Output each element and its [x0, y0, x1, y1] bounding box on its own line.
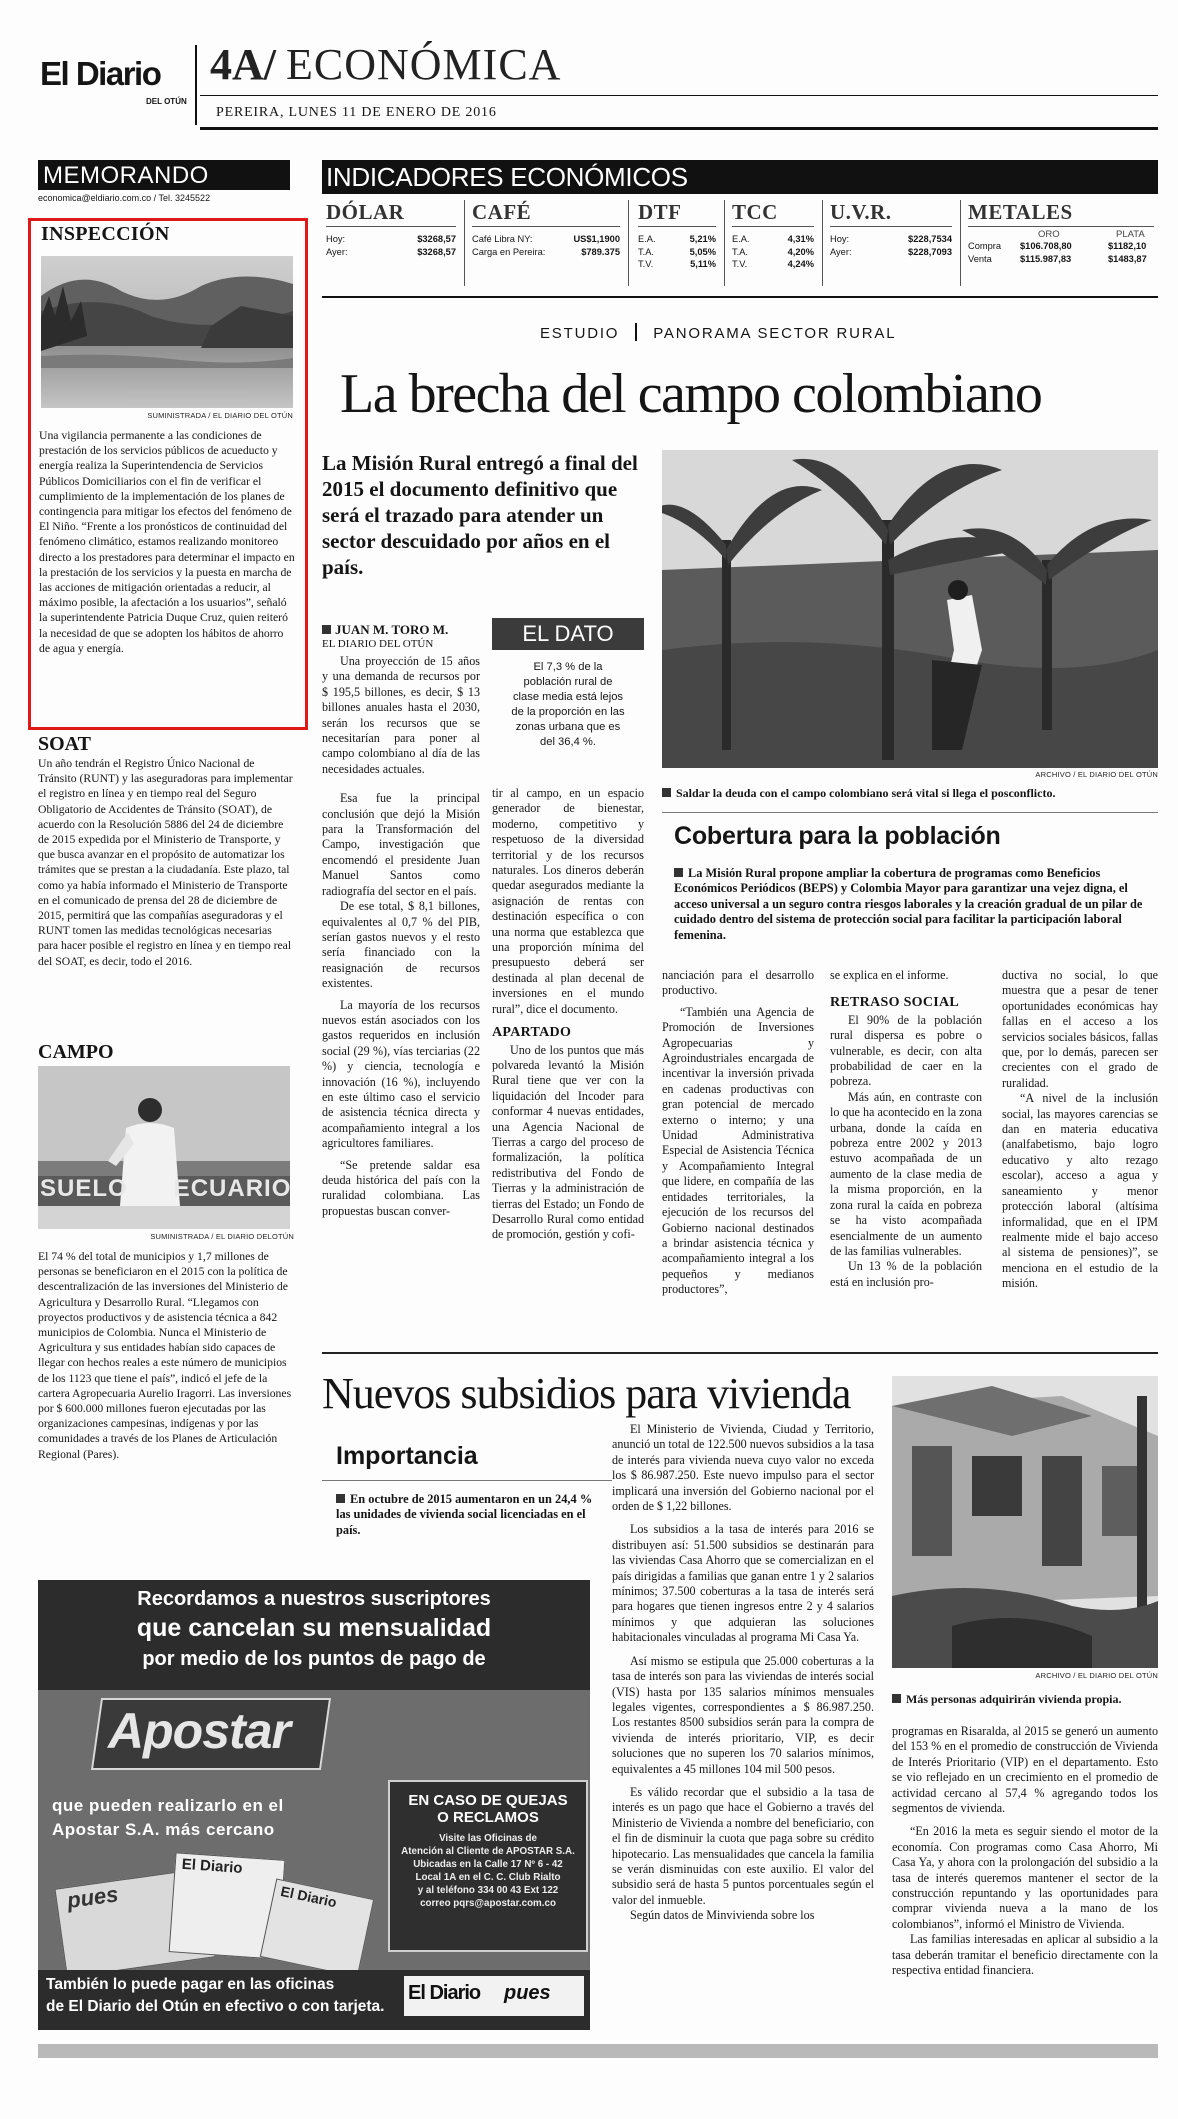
- ind-label: T.V.: [732, 259, 748, 269]
- ind-label: T.A.: [732, 246, 749, 257]
- cutline-square: [662, 788, 671, 797]
- paragraph: nanciación para el desarrollo productivo.: [662, 968, 814, 998]
- campo-photo-banner: SUELO ECUARIO: [40, 1175, 292, 1202]
- memorando-title: MEMORANDO: [43, 162, 209, 189]
- byline-outlet: EL DIARIO DEL OTÚN: [322, 638, 434, 650]
- main-photo-cutline: [662, 786, 1158, 801]
- paragraph: Uno de los puntos que más polvareda levantó la Misión Rural tiene que ver con la liquidación del Incoder para conformar 4 nuevas entidades, una Agencia Nacional de Tierras a cargo del proceso de formalización, la política redistributiva del Fondo de Tierras y la administración de tierras del Estado; un Fondo de Desarrollo Rural como entidad de promoción, gestión y cofi-: [492, 1042, 644, 1242]
- ind-value: $3268,57: [417, 246, 456, 257]
- cobertura-divider: [662, 812, 1158, 813]
- quejas-title2: O RECLAMOS: [437, 1809, 539, 1826]
- newspapers-illustration: [52, 1848, 382, 1974]
- paragraph: Un 13 % de la población está en inclusión pro-: [830, 1259, 982, 1289]
- main-deck: La Misión Rural entregó a final del 2015 el documento definitivo que será el trazado para atender un sector descuidado por años en el país.: [322, 451, 638, 579]
- ind-row: [638, 246, 716, 259]
- ind-label: Compra: [968, 241, 1002, 251]
- paragraph: El 90% de la población rural dispersa es pobre o vulnerable, es decir, con alta probabilidad de caer en la pobreza.: [830, 1012, 982, 1089]
- el-dato-text: El 7,3 % de la población rural de clase media está lejos de la proporción en las zonas urbana que es del 36,4 %.: [511, 661, 625, 748]
- ind-uvr-title: U.V.R.: [830, 200, 952, 227]
- campo-text: El 74 % del total de municipios y 1,7 millones de personas se beneficiaron en el 2015 con la política de descentralización de las inversiones del Ministerio de Agricultura y Desarrollo Rural. “Llegamos con proyectos productivos y de asistencia técnica a 842 municipios de Colombia. Nunca el Ministerio de Agricultura y sus entidades habían sido capaces de llegar con hechos reales a este número de municipios de los 1123 que tiene el país”, indicó el jefe de la cartera Agropecuaria Aurelio Iragorri. Las inversiones por $ 600.000 millones fueron ejecutadas por las organizaciones campesinas, indígenas y por las comunidades a través de los Planes de Articulación Regional (Pares).: [38, 1250, 292, 1461]
- ind-dtf: [638, 200, 716, 271]
- ind-divider: [628, 200, 629, 286]
- ind-row: [830, 246, 952, 259]
- main-col3: [662, 968, 814, 1298]
- indicadores: [322, 160, 1158, 300]
- ind-row: [638, 233, 716, 246]
- main-col1: [322, 654, 480, 1219]
- ind-cafe: [472, 200, 620, 258]
- ind-value: $1182,10: [1108, 241, 1147, 251]
- ind-row: [472, 246, 620, 259]
- soat-section: [38, 733, 294, 969]
- paragraph: “En 2016 la meta es seguir siendo el motor de la economía. Con programas como Casa Ahorro, Mi Casa Ya, y ahora con la prolongación del subsidio a la tasa de interés queremos mantener el sector de la construcción repuntando y las oportunidades para comprar vivienda nueva a la mano de los colombianos”, informó el Ministro de Vivienda.: [892, 1824, 1158, 1931]
- ind-metales: [968, 200, 1154, 265]
- ind-dolar-title: DÓLAR: [326, 200, 456, 227]
- main-col2: [492, 786, 644, 1243]
- ad-sub1: que pueden realizarlo en el: [52, 1796, 284, 1815]
- kicker-divider: [635, 323, 637, 341]
- ind-value: $228,7093: [908, 246, 952, 257]
- quejas-title1: EN CASO DE QUEJAS: [408, 1792, 568, 1809]
- newspaper: [260, 1878, 374, 1977]
- paragraph: Según datos de Minvivienda sobre los: [630, 1908, 815, 1923]
- ind-label: Hoy:: [326, 234, 346, 244]
- ind-divider: [822, 200, 823, 286]
- campo-photo: [38, 1066, 290, 1229]
- vivienda-headline: Nuevos subsidios para vivienda: [322, 1369, 851, 1418]
- inspeccion-title: INSPECCIÓN: [41, 223, 170, 245]
- ind-row: [830, 233, 952, 246]
- paragraph: tir al campo, en un espacio generador de bienestar, moderno, competitivo y respetuoso de la diversidad territorial y de los recursos naturales. Los dineros deberán quedar asegurados mediante la asignación de rentas con destinación específica o con una norma que establezca que una proporción mínima del presupuesto deberá ser destinada al plan decenal de inversiones en el mundo rural”, dice el documento.: [492, 786, 644, 1016]
- paragraph: El Ministerio de Vivienda, Ciudad y Territorio, anunció un total de 122.500 nuevos subsidios a la tasa de interés para vivienda nueva cuyo valor no exceda los $ 86.987.250. Este nuevo impulso para el sector implicará una inversión del Gobierno nacional por el orden de $ 1,22 billones.: [612, 1422, 874, 1514]
- paragraph: Las familias interesadas en aplicar al subsidio a la tasa deberán tramitar el beneficio directamente con la respectiva entidad financiera.: [892, 1932, 1158, 1978]
- inspeccion-photo-caption: SUMINISTRADA / EL DIARIO DEL OTÚN: [147, 411, 293, 420]
- section-divider: [322, 1352, 1158, 1354]
- importancia-rule: [322, 1480, 612, 1481]
- cutline-text: Más personas adquirirán vivienda propia.: [906, 1692, 1122, 1706]
- kicker-left: ESTUDIO: [540, 325, 620, 342]
- inspeccion-box: [28, 218, 308, 730]
- newspaper-title: El Diario: [279, 1882, 339, 1911]
- paragraph: “A nivel de la inclusión social, las mayores carencias se dan en materia educativa (analfabetismo, bajo logro educativo y alto rezago escolar), acceso a agua y saneamiento y menor protección laboral (altísima informalidad, que en el IPM realmente mide el bajo acceso al sistema de pensiones)”, se menciona en el estudio de la misión.: [1002, 1091, 1158, 1291]
- inspeccion-text: Una vigilancia permanente a las condiciones de prestación de los servicios públicos de acueducto y energía realiza la Superintendencia de Servicios Públicos Domiciliarios con el fin de verificar el cumplimiento de la implementación de los planes de contingencia para mitigar los efectos del fenómeno de El Niño. “Frente a los pronósticos de continuidad del fenómeno climático, estamos realizando monitoreo directo a los prestadores para determinar el impacto en la prestación de los servicios y la puesta en marcha de las acciones de mitigación orientadas a reducir, al máximo posible, la afectación a los usuarios”, señaló la superintendente Patricia Duque Cruz, quien reiteró la necesidad de que se adopten los hábitos de ahorro de agua y energía.: [39, 429, 295, 655]
- ind-value: $789.375: [581, 246, 620, 257]
- ind-row: [326, 246, 456, 259]
- ind-value: $228,7534: [908, 234, 952, 244]
- ind-label: Ayer:: [326, 246, 348, 257]
- paragraph: “Se pretende saldar esa deuda histórica del país con la ruralidad colombiana. Las propuestas buscan conver-: [322, 1157, 480, 1218]
- el-dato-box: [492, 618, 644, 750]
- paragraph: se explica en el informe.: [830, 968, 949, 982]
- ind-divider: [960, 200, 961, 286]
- indicadores-title: INDICADORES ECONÓMICOS: [326, 162, 688, 192]
- ind-row: [732, 258, 814, 271]
- cobertura-deck-text: La Misión Rural propone ampliar la cobertura de programas como Beneficios Económicos Periódicos (BEPS) y Colombia Mayor para garantizar una vejez digna, el acceso universal a un seguro contra riesgos laborales y la creación gradual de un pilar de cuidado dentro del sistema de protección social para facilitar la participación laboral femenina.: [674, 866, 1143, 942]
- ind-dolar: [326, 200, 456, 258]
- ad-brand: Apostar: [108, 1703, 290, 1759]
- importancia-square: [336, 1494, 345, 1503]
- main-photo: [662, 450, 1158, 768]
- ind-dtf-title: DTF: [638, 200, 716, 227]
- memorando-contact: economica@eldiario.com.co / Tel. 3245522: [38, 193, 211, 203]
- el-dato-title: EL DATO: [522, 621, 614, 646]
- campo-section: [38, 1041, 294, 1462]
- ad-logo-eldiario: El Diario: [408, 1982, 481, 2004]
- ind-label: E.A.: [732, 234, 750, 244]
- cobertura-title: Cobertura para la población: [674, 822, 1001, 850]
- ind-metales-col-plata: PLATA: [1116, 229, 1145, 240]
- section-code: 4A/: [210, 40, 276, 89]
- paragraph: ductiva no social, lo que muestra que a pesar de tener oportunidades económicas hay fallas en el acceso a los servicios sociales básicos, fallas que, por lo demás, parecen ser crecientes con el grado de ruralidad.: [1002, 968, 1158, 1090]
- ind-value: 4,31%: [787, 234, 814, 244]
- ind-value: $1483,87: [1108, 253, 1147, 264]
- ad-logos-box: [404, 1976, 584, 2016]
- indicadores-header: [322, 160, 1158, 194]
- ind-value: $115.987,83: [1020, 253, 1072, 264]
- ind-label: Hoy:: [830, 234, 850, 244]
- ind-divider: [464, 200, 465, 286]
- importancia-text-body: En octubre de 2015 aumentaron en un 24,4 % las unidades de vivienda social licenciadas en el país.: [336, 1492, 593, 1537]
- ind-divider: [724, 200, 725, 286]
- vivienda-photo-caption: ARCHIVO / EL DIARIO DEL OTÚN: [1035, 1671, 1158, 1680]
- logo-sub: DEL OTÚN: [146, 97, 187, 106]
- ind-value: 4,24%: [787, 259, 814, 269]
- ind-row: [732, 246, 814, 259]
- paragraph: Una proyección de 15 años y una demanda de recursos por $ 195,5 billones, es decir, $ 13 billones anuales hasta el 2030, serán los recursos que se necesitarían para poner al campo colombiano al día de las necesidades actuales.: [322, 654, 480, 776]
- importancia-text: [336, 1492, 608, 1538]
- paragraph: Más aún, en contraste con lo que ha acontecido en la zona urbana, donde la caída en pobreza entre 2002 y 2013 estuvo acompañada de un aumento de la clase media de la misma proporción, en la zona rural la caída en pobreza se ha visto acompañada esencialmente de un aumento de las familias vulnerables.: [830, 1089, 982, 1258]
- ind-label: T.V.: [638, 259, 654, 269]
- paragraph: Es válido recordar que el subsidio a la tasa de interés es un pago que hace el Gobierno a través del Ministerio de Vivienda a nombre del beneficiario, con el fin de disminuir la cuota que paga sobre su crédito hipotecario. Las mensualidades que cancela la familia se verán disminuidas con este auxilio. El valor del subsidio será de hasta 5 puntos porcentuales según el valor del inmueble.: [612, 1784, 874, 1907]
- soat-title: SOAT: [38, 733, 91, 755]
- vivienda-photo-cutline: [892, 1692, 1158, 1707]
- ad-sub2: Apostar S.A. más cercano: [52, 1820, 275, 1839]
- quejas-text3: Ubicadas en la Calle 17 Nº 6 - 42: [413, 1859, 563, 1870]
- soat-text: Un año tendrán el Registro Único Nacional de Tránsito (RUNT) y las aseguradoras para implementar el registro en línea y en tiempo real del Seguro Obligatorio de Accidentes de Tránsito (SOAT), de acuerdo con la Resolución 5886 del 24 de diciembre de 2015 expedida por el Ministerio de Transporte, y que busca avanzar en el propósito de automatizar los trámites que se prestan a la ciudadanía. Este plazo, tal como ya había informado el Ministerio de Transporte en el comunicado de prensa del 28 de diciembre de 2015, permitirá que las compañías aseguradoras y el RUNT tomen las medidas tecnológicas necesarias para hacer posible el registro en línea y en tiempo real del SOAT, es decir, todo el 2016.: [38, 757, 293, 968]
- byline-name: JUAN M. TORO M.: [335, 622, 449, 637]
- ind-label: Ayer:: [830, 246, 852, 257]
- ind-row: [968, 240, 1154, 253]
- ind-cafe-title: CAFÉ: [472, 200, 620, 227]
- memorando-column: [38, 160, 290, 203]
- ind-label: E.A.: [638, 234, 656, 244]
- ad-logo-pues: pues: [504, 1982, 551, 2004]
- ind-label: Carga en Pereira:: [472, 246, 546, 257]
- main-photo-caption: ARCHIVO / EL DIARIO DEL OTÚN: [1035, 770, 1158, 779]
- ind-tcc: [732, 200, 814, 271]
- el-dato-header: [492, 618, 644, 650]
- ind-label: Venta: [968, 253, 992, 264]
- ad-bottom1: También lo puede pagar en las oficinas: [46, 1976, 335, 1993]
- ind-row: [638, 258, 716, 271]
- ad-bottom2: de El Diario del Otún en efectivo o con tarjeta.: [46, 1998, 385, 2015]
- newspaper-title: El Diario: [181, 1855, 244, 1877]
- ad-line1: Recordamos a nuestros suscriptores: [137, 1588, 491, 1610]
- ind-value: 5,11%: [690, 259, 716, 269]
- ind-value: $3268,57: [417, 234, 456, 244]
- importancia-title: Importancia: [336, 1442, 478, 1470]
- quejas-text6: correo pqrs@apostar.com.co: [420, 1898, 556, 1909]
- apartado-title: APARTADO: [492, 1025, 572, 1041]
- campo-title: CAMPO: [38, 1041, 114, 1063]
- ind-metales-col-oro: ORO: [1038, 229, 1060, 240]
- cobertura-deck: [674, 866, 1158, 943]
- paragraph: programas en Risaralda, al 2015 se generó un aumento del 153 % en el promedio de construcción de Vivienda de Interés Prioritario (VIP) en el departamento. Esto se vio reflejado en un crecimiento en el promedio de actividad cercano al 57,4 % agregando todos los segmentos de vivienda.: [892, 1724, 1158, 1816]
- memorando-header: [38, 160, 290, 190]
- ind-uvr: [830, 200, 952, 258]
- ind-row: [732, 233, 814, 246]
- quejas-text4: Local 1A en el C. C. Club Rialto: [415, 1872, 561, 1883]
- main-headline: La brecha del campo colombiano: [340, 363, 1042, 425]
- quejas-text1: Visite las Oficinas de: [439, 1833, 537, 1844]
- vivienda-col2: [892, 1724, 1158, 1979]
- ind-value: 4,20%: [787, 246, 814, 257]
- paragraph: Esa fue la principal conclusión que dejó la Misión para la Transformación del Campo, investigación que encomendó el presidente Juan Manuel Santos como radiografía del sector en el país.: [322, 791, 480, 898]
- kicker: [540, 323, 896, 342]
- vivienda-photo: [892, 1376, 1158, 1668]
- ind-row: [968, 253, 1154, 266]
- logo: El Diario: [40, 55, 161, 92]
- paragraph: Los subsidios a la tasa de interés para 2016 se distribuyen así: 51.500 subsidios se destinarán para las viviendas Casa Ahorro que se comercializan en el país dirigidas a familias que ganan entre 1 y 2 salarios mínimos; 37.500 coberturas a la tasa de interés será para hogares que tienen ingresos entre 2 y 4 salarios mínimos y que adquieran las soluciones habitacionales vinculadas al programa Mi Casa Ya.: [612, 1522, 874, 1645]
- ad-line2: que cancelan su mensualidad: [136, 1614, 492, 1642]
- cobertura-square: [674, 868, 683, 877]
- paragraph: La mayoría de los recursos nuevos están asociados con los gastos requeridos en inclusión social (29 %), vías terciarias (22 %) y ciencia, tecnología e innovación (16 %), incluyendo en este último caso el servicio de asistencia técnica directa y acompañamiento integral a los agricultores familiares.: [322, 997, 480, 1151]
- ind-row: [326, 233, 456, 246]
- masthead: [38, 35, 1158, 130]
- cutline-square: [892, 1694, 901, 1703]
- inspeccion-photo: [41, 256, 293, 408]
- masthead-vrule: [195, 45, 197, 125]
- ind-label: T.A.: [638, 246, 655, 257]
- ind-metales-title: METALES: [968, 200, 1154, 227]
- paragraph: “También una Agencia de Promoción de Inversiones Agropecuarias y Agroindustriales encargada de incentivar la inversión privada en cadenas productivas con gran potencial de mercado externo o interno; y una Unidad Administrativa Especial de Asistencia Técnica y Acompañamiento Integral que lidere, en compañía de las entidades territoriales, la ejecución de los recursos del Gobierno nacional destinados a brindar asistencia técnica y acompañamiento integral a los pequeños y medianos productores”,: [662, 1004, 814, 1297]
- footer-bar: [38, 2044, 1158, 2058]
- masthead-rule: [200, 95, 1158, 96]
- retraso-title: RETRASO SOCIAL: [830, 995, 960, 1011]
- quejas-box: [388, 1780, 588, 1952]
- masthead-rule-bottom: [200, 127, 1158, 130]
- quejas-text2: Atención al Cliente de APOSTAR S.A.: [401, 1846, 575, 1857]
- quejas-text5: y al teléfono 334 00 43 Ext 122: [417, 1885, 559, 1896]
- ind-row: [472, 233, 620, 246]
- ind-value: $106.708,80: [1020, 241, 1072, 251]
- ind-value: 5,21%: [689, 234, 716, 244]
- ad-line3: por medio de los puntos de pago de: [142, 1648, 486, 1670]
- paragraph: Así mismo se estipula que 25.000 coberturas a la tasa de interés son para las viviendas de interés social (VIS) hasta por 135 salarios mínimos mensuales legales vigentes, correspondientes a $ 86.987.250. Los restantes 8500 subsidios serán para la compra de vivienda de interés prioritario, VIP, es decir soluciones que no superen los 70 salarios mínimos, equivalentes a 45 millones 104 mil 500 pesos.: [612, 1653, 874, 1776]
- ind-value: 5,05%: [689, 246, 716, 257]
- byline-square: [322, 625, 331, 634]
- dateline: PEREIRA, LUNES 11 DE ENERO DE 2016: [216, 105, 497, 120]
- ind-value: US$1,1900: [573, 234, 620, 244]
- main-col4: [830, 968, 982, 1290]
- ind-tcc-title: TCC: [732, 200, 814, 227]
- indicadores-body: [322, 200, 1158, 298]
- vivienda-col1: [612, 1422, 874, 1924]
- section-name: ECONÓMICA: [286, 40, 562, 89]
- main-col5: [1002, 968, 1158, 1292]
- campo-photo-caption: SUMINISTRADA / EL DIARIO DELOTÚN: [150, 1232, 294, 1241]
- paragraph: De ese total, $ 8,1 billones, equivalentes al 0,7 % del PIB, serían gastos nuevos y el resto sería financiado con la reasignación de recursos existentes.: [322, 899, 480, 991]
- newspaper-title: pues: [65, 1881, 120, 1914]
- apostar-ad: [38, 1580, 590, 2030]
- cutline-text: Saldar la deuda con el campo colombiano será vital si llega el posconflicto.: [676, 786, 1056, 800]
- ind-label: Café Libra NY:: [472, 234, 533, 244]
- kicker-right: PANORAMA SECTOR RURAL: [653, 325, 897, 342]
- byline: [322, 622, 482, 650]
